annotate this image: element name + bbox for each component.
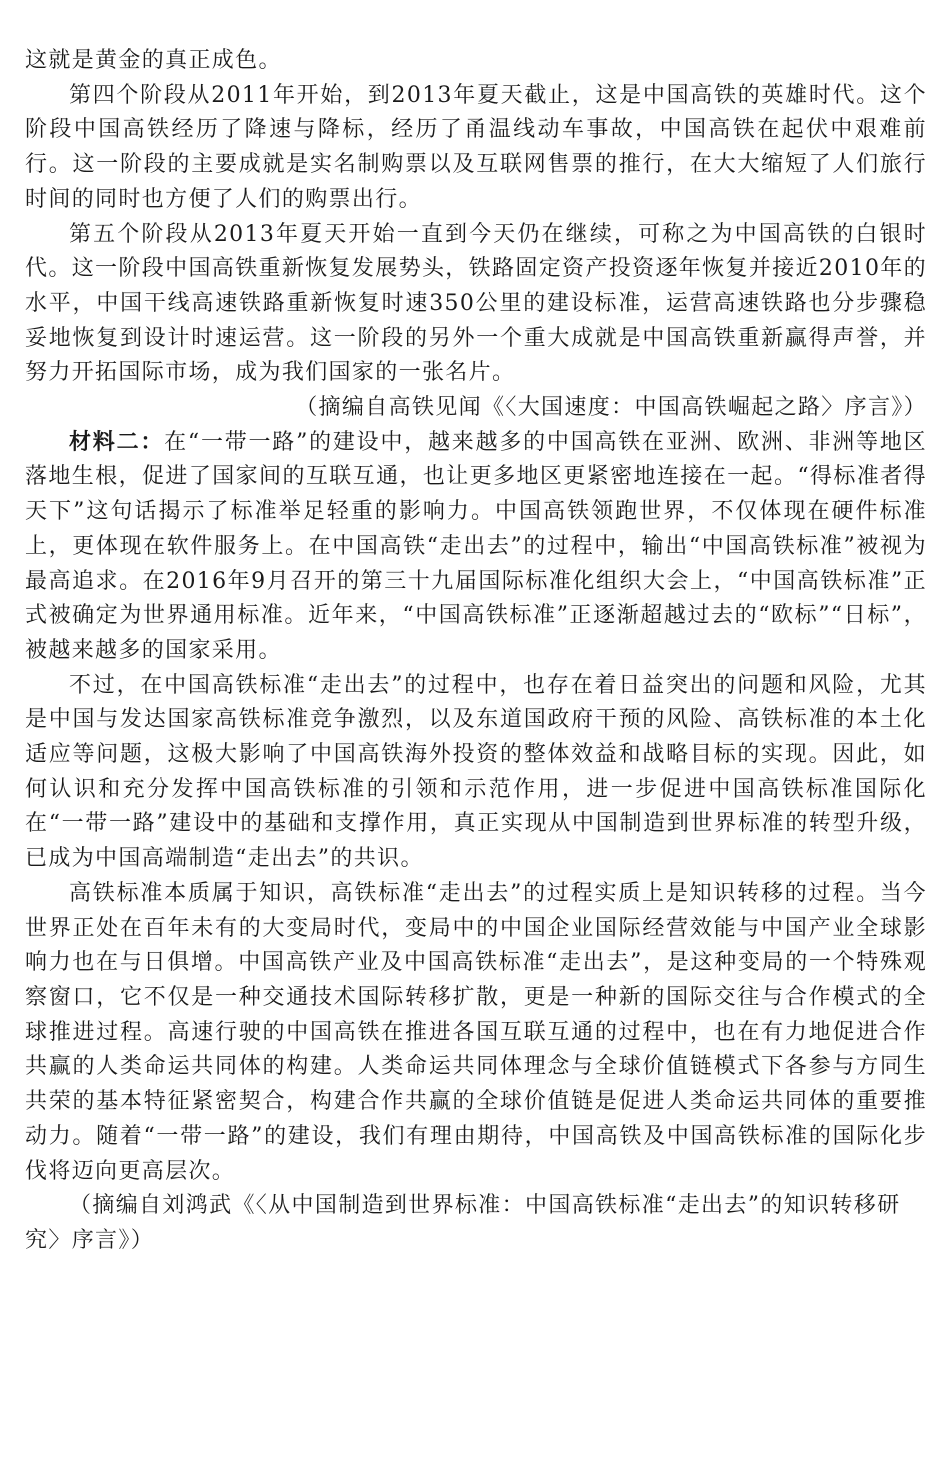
source-citation-2: （摘编自刘鸿武《〈从中国制造到世界标准：中国高铁标准“走出去”的知识转移研究〉序言》）: [25, 1193, 901, 1253]
document-page: [25, 44, 927, 1259]
paragraph-knowledge-transfer: 高铁标准本质属于知识，高铁标准“走出去”的过程实质上是知识转移的过程。当今世界正处在百年未有的大变局时代，变局中的中国企业国际经营效能与中国产业全球影响力也在与日俱增。中国高铁产业及中国高铁标准“走出去”，是这种变局的一个特殊观察窗口，它不仅是一种交通技术国际转移扩散，更是一种新的国际交往与合作模式的全球推进过程。高速行驶的中国高铁在推进各国互联互通的过程中，也在有力地促进合作共赢的人类命运共同体的构建。人类命运共同体理念与全球价值链模式下各参与方同生共荣的基本特征紧密契合，构建合作共赢的全球价值链是促进人类命运共同体的重要推动力。随着“一带一路”的建设，我们有理由期待，中国高铁及中国高铁标准的国际化步伐将迈向更高层次。: [25, 880, 927, 1184]
paragraph-stage-four: 第四个阶段从2011年开始，到2013年夏天截止，这是中国高铁的英雄时代。这个阶段中国高铁经历了降速与降标，经历了甬温线动车事故，中国高铁在起伏中艰难前行。这一阶段的主要成就是实名制购票以及互联网售票的推行，在大大缩短了人们旅行时间的同时也方便了人们的购票出行。: [25, 82, 927, 212]
source-citation-1: （摘编自高铁见闻《〈大国速度：中国高铁崛起之路〉序言》）: [295, 395, 927, 421]
material-two-label: 材料二：: [69, 429, 165, 455]
material-two-text: 在“一带一路”的建设中，越来越多的中国高铁在亚洲、欧洲、非洲等地区落地生根，促进了国家间的互联互通，也让更多地区更紧密地连接在一起。“得标准者得天下”这句话揭示了标准举足轻重的影响力。中国高铁领跑世界，不仅体现在硬件标准上，更体现在软件服务上。在中国高铁“走出去”的过程中，输出“中国高铁标准”被视为最高追求。在2016年9月召开的第三十九届国际标准化组织大会上，“中国高铁标准”正式被确定为世界通用标准。近年来，“中国高铁标准”正逐渐超越过去的“欧标”“日标”，被越来越多的国家采用。: [25, 429, 928, 663]
paragraph-material-two: [25, 426, 927, 669]
paragraph-risks: 不过，在中国高铁标准“走出去”的过程中，也存在着日益突出的问题和风险，尤其是中国与发达国家高铁标准竞争激烈，以及东道国政府干预的风险、高铁标准的本土化适应等问题，这极大影响了中国高铁海外投资的整体效益和战略目标的实现。因此，如何认识和充分发挥中国高铁标准的引领和示范作用，进一步促进中国高铁标准国际化在“一带一路”建设中的基础和支撑作用，真正实现从中国制造到世界标准的转型升级，已成为中国高端制造“走出去”的共识。: [25, 672, 927, 872]
paragraph-continuation: 这就是黄金的真正成色。: [25, 48, 282, 73]
paragraph-stage-five: 第五个阶段从2013年夏天开始一直到今天仍在继续，可称之为中国高铁的白银时代。这一阶段中国高铁重新恢复发展势头，铁路固定资产投资逐年恢复并接近2010年的水平，中国干线高速铁路重新恢复时速350公里的建设标准，运营高速铁路也分步骤稳妥地恢复到设计时速运营。这一阶段的另外一个重大成就是中国高铁重新赢得声誉，并努力开拓国际市场，成为我们国家的一张名片。: [25, 221, 927, 386]
